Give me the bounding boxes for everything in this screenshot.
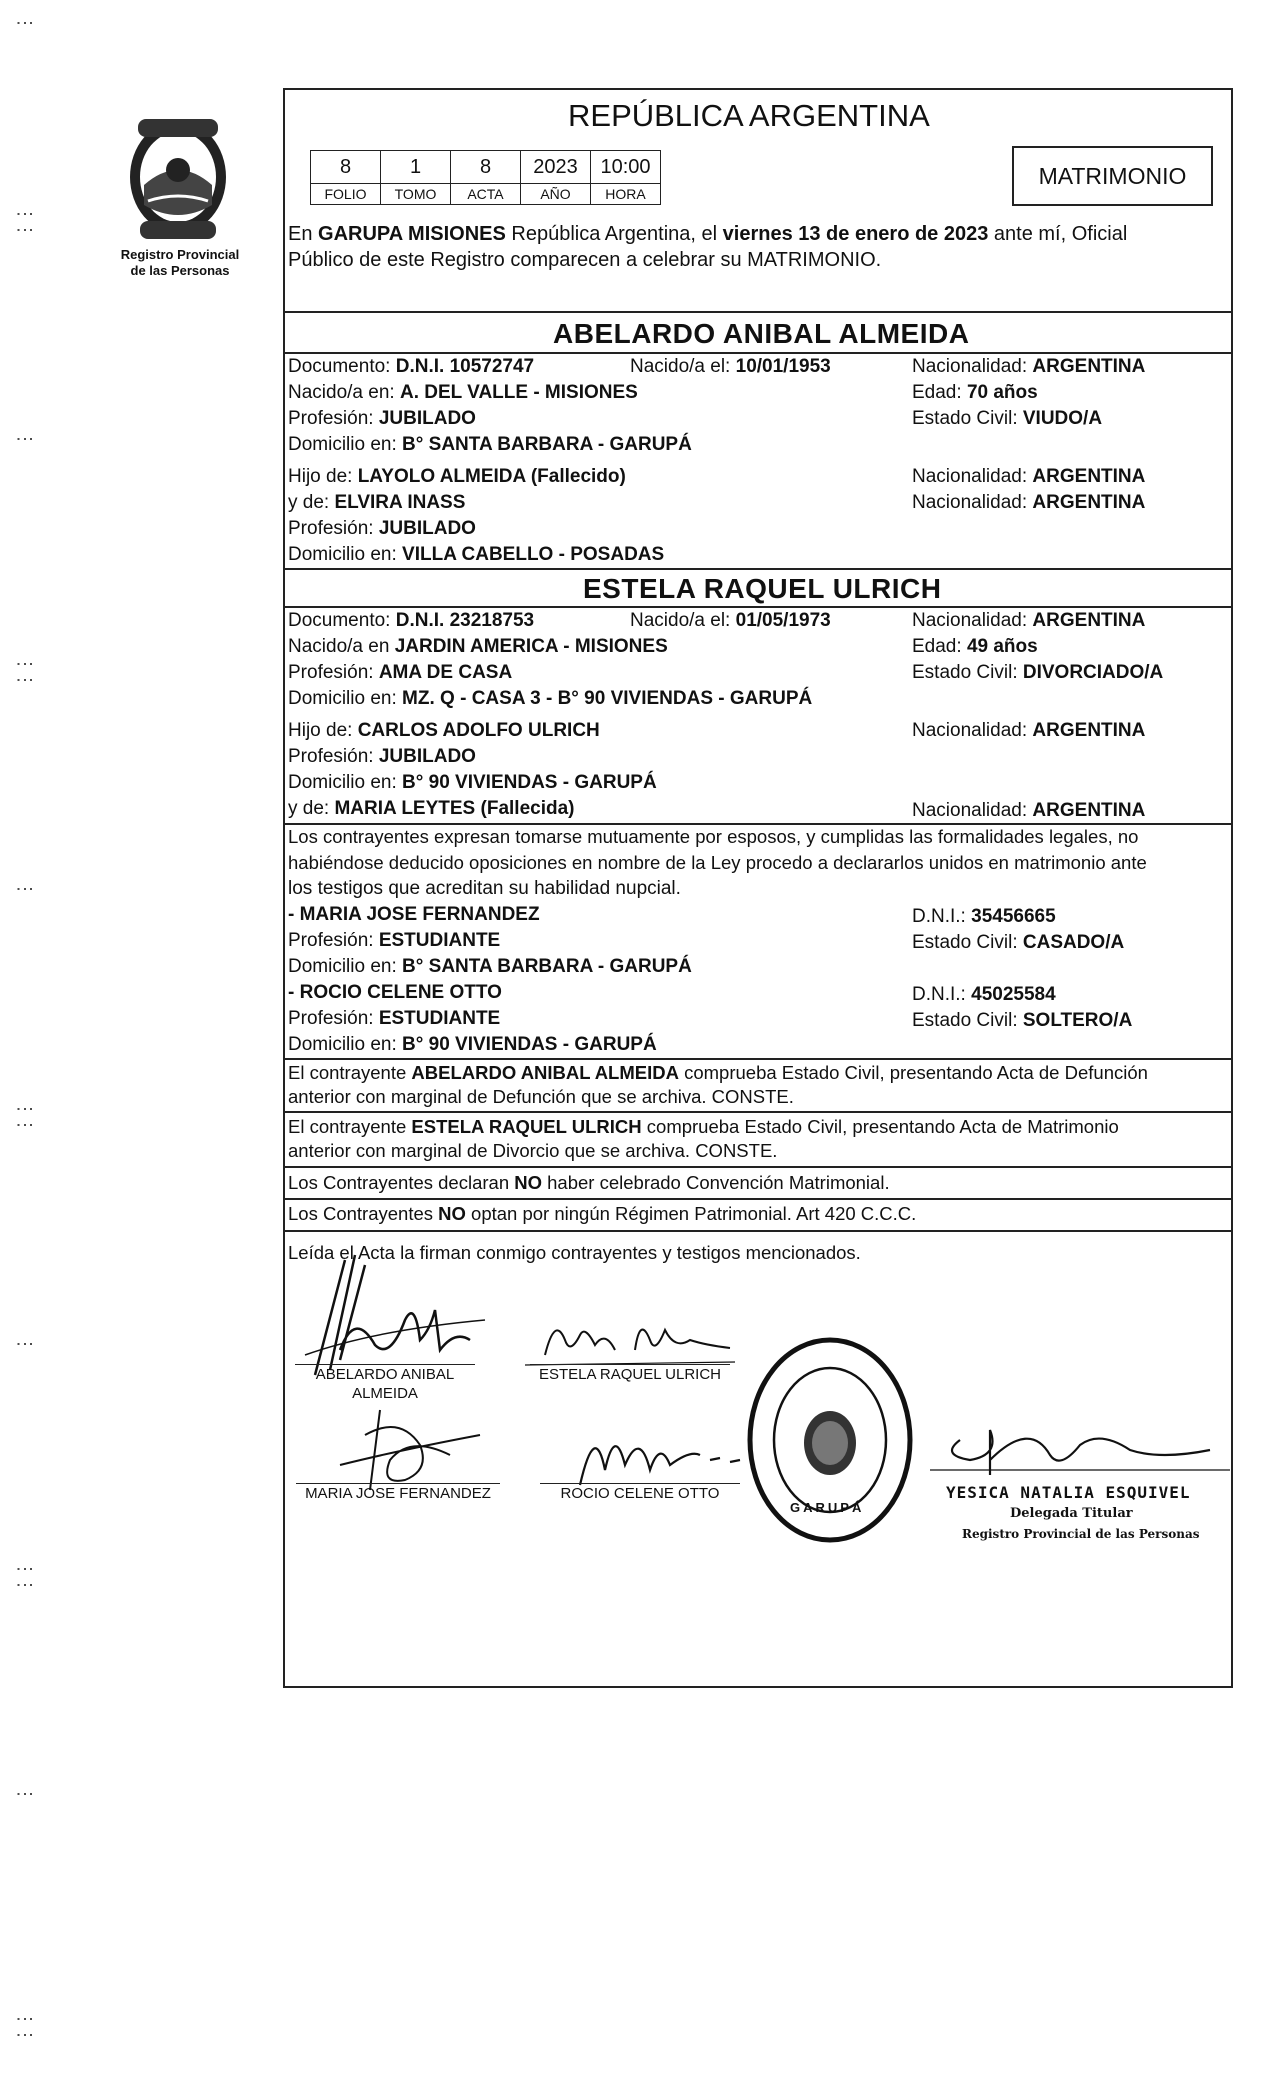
bride-address: Domicilio en: MZ. Q - CASA 3 - B° 90 VIVIENDAS - GARUPÁ [288,688,813,709]
bride-age: Edad: 49 años [912,636,1038,657]
divider [283,568,1233,570]
witness-2-civil-status: Estado Civil: SOLTERO/A [912,1010,1133,1031]
signature-scribble-bride [525,1310,735,1370]
margin-mark: ⋮⋮ [15,1100,35,1132]
signature-name-line: ABELARDO ANIBAL [315,1366,455,1383]
official-role: Delegada Titular [1010,1506,1133,1521]
logo-caption-line: Registro Provincial [120,247,240,262]
bride-father: Hijo de: CARLOS ADOLFO ULRICH [288,720,600,741]
groom-age: Edad: 70 años [912,382,1038,403]
note-groom-civil-2: anterior con marginal de Defunción que se archiva. CONSTE. [288,1086,794,1107]
divider [283,1166,1233,1168]
witness-2-dni: D.N.I.: 45025584 [912,984,1056,1005]
bride-father-nationality: Nacionalidad: ARGENTINA [912,720,1146,741]
margin-mark: ⋮⋮ [15,655,35,687]
signature-scribble-witness-2 [560,1410,750,1490]
record-folio: 8 FOLIO [310,150,381,205]
bride-mother: y de: MARIA LEYTES (Fallecida) [288,798,575,819]
signature-name-line: ALMEIDA [352,1385,418,1402]
margin-mark: ⋮ [15,14,35,30]
declaration-line-3: los testigos que acreditan su habilidad nupcial. [288,878,681,899]
groom-civil-status: Estado Civil: VIUDO/A [912,408,1103,429]
margin-mark: ⋮ [15,430,35,446]
official-organization: Registro Provincial de las Personas [962,1527,1200,1541]
logo-caption-line: de las Personas [130,263,230,278]
margin-mark: ⋮ [15,1785,35,1801]
witness-2-profession: Profesión: ESTUDIANTE [288,1008,501,1029]
groom-profession: Profesión: JUBILADO [288,408,476,429]
witness-1-dni: D.N.I.: 35456665 [912,906,1056,927]
province-logo [118,115,238,245]
divider [283,1198,1233,1200]
divider [283,352,1233,354]
bride-born-place: Nacido/a en JARDIN AMERICA - MISIONES [288,636,668,657]
divider [283,1058,1233,1060]
bride-mother-nationality: Nacionalidad: ARGENTINA [912,800,1146,821]
groom-mother: y de: ELVIRA INASS [288,492,466,513]
witness-1-profession: Profesión: ESTUDIANTE [288,930,501,951]
groom-father-nationality: Nacionalidad: ARGENTINA [912,466,1146,487]
divider [283,311,1233,313]
groom-parents-address: Domicilio en: VILLA CABELLO - POSADAS [288,544,665,565]
intro-line-1: En GARUPA MISIONES República Argentina, el viernes 13 de enero de 2023 ante mí, Oficial [288,223,1128,245]
divider [283,606,1233,608]
act-type-box: MATRIMONIO [1012,146,1213,206]
witness-1-address: Domicilio en: B° SANTA BARBARA - GARUPÁ [288,956,692,977]
bride-civil-status: Estado Civil: DIVORCIADO/A [912,662,1164,683]
note-reading: Leída el Acta la firman conmigo contrayentes y testigos mencionados. [288,1242,861,1263]
signature-label-witness-1: MARIA JOSE FERNANDEZ [296,1483,500,1503]
witness-2-address: Domicilio en: B° 90 VIVIENDAS - GARUPÁ [288,1034,657,1055]
note-bride-civil-2: anterior con marginal de Divorcio que se archiva. CONSTE. [288,1140,778,1161]
note-regime: Los Contrayentes NO optan por ningún Régimen Patrimonial. Art 420 C.C.C. [288,1203,917,1224]
margin-mark: ⋮⋮ [15,205,35,237]
divider [283,1111,1233,1113]
groom-mother-nationality: Nacionalidad: ARGENTINA [912,492,1146,513]
groom-born-place: Nacido/a en: A. DEL VALLE - MISIONES [288,382,638,403]
signature-scribble-official [930,1400,1230,1480]
bride-nationality: Nacionalidad: ARGENTINA [912,610,1146,631]
divider [283,1230,1233,1232]
groom-address: Domicilio en: B° SANTA BARBARA - GARUPÁ [288,434,692,455]
groom-father: Hijo de: LAYOLO ALMEIDA (Fallecido) [288,466,626,487]
intro-line-2: Público de este Registro comparecen a celebrar su MATRIMONIO. [288,249,882,271]
signature-label-bride: ESTELA RAQUEL ULRICH [530,1364,730,1384]
groom-nationality: Nacionalidad: ARGENTINA [912,356,1146,377]
logo-caption [100,247,260,279]
signature-scribble-groom [295,1250,495,1380]
record-acta: 8 ACTA [450,150,521,205]
divider [283,823,1233,825]
record-anio: 2023 AÑO [520,150,591,205]
margin-mark: ⋮⋮ [15,2010,35,2042]
record-hora: 10:00 HORA [590,150,661,205]
groom-born-date: Nacido/a el: 10/01/1953 [630,356,831,377]
note-groom-civil-1: El contrayente ABELARDO ANIBAL ALMEIDA comprueba Estado Civil, presentando Acta de Defunción [288,1062,1148,1083]
bride-document: Documento: D.N.I. 23218753 [288,610,535,631]
witness-1-name: - MARIA JOSE FERNANDEZ [288,904,540,925]
witness-2-name: - ROCIO CELENE OTTO [288,982,502,1003]
signature-scribble-witness-1 [310,1405,500,1495]
margin-mark: ⋮⋮ [15,1560,35,1592]
bride-father-profession: Profesión: JUBILADO [288,746,476,767]
bride-born-date: Nacido/a el: 01/05/1973 [630,610,831,631]
declaration-line-1: Los contrayentes expresan tomarse mutuamente por esposos, y cumplidas las formalidades legales, no [288,826,1139,847]
signature-label-witness-2: ROCIO CELENE OTTO [540,1483,740,1503]
record-tomo: 1 TOMO [380,150,451,205]
signature-label-groom [295,1364,475,1403]
groom-document: Documento: D.N.I. 10572747 [288,356,535,377]
bride-name: ESTELA RAQUEL ULRICH [583,573,942,604]
official-name: YESICA NATALIA ESQUIVEL [946,1483,1191,1502]
note-convention: Los Contrayentes declaran NO haber celebrado Convención Matrimonial. [288,1172,890,1193]
margin-mark: ⋮ [15,880,35,896]
margin-mark: ⋮ [15,1335,35,1351]
bride-father-address: Domicilio en: B° 90 VIVIENDAS - GARUPÁ [288,772,657,793]
groom-parents-profession: Profesión: JUBILADO [288,518,476,539]
groom-name: ABELARDO ANIBAL ALMEIDA [553,318,970,349]
witness-1-civil-status: Estado Civil: CASADO/A [912,932,1125,953]
declaration-line-2: habiéndose deducido oposiciones en nombre de la Ley procedo a declararlos unidos en matrimonio ante [288,852,1147,873]
note-bride-civil-1: El contrayente ESTELA RAQUEL ULRICH comprueba Estado Civil, presentando Acta de Matrimonio [288,1116,1119,1137]
seal-bottom-text: GARUPÁ [790,1500,865,1515]
bride-profession: Profesión: AMA DE CASA [288,662,513,683]
document-title: REPÚBLICA ARGENTINA [568,98,930,133]
